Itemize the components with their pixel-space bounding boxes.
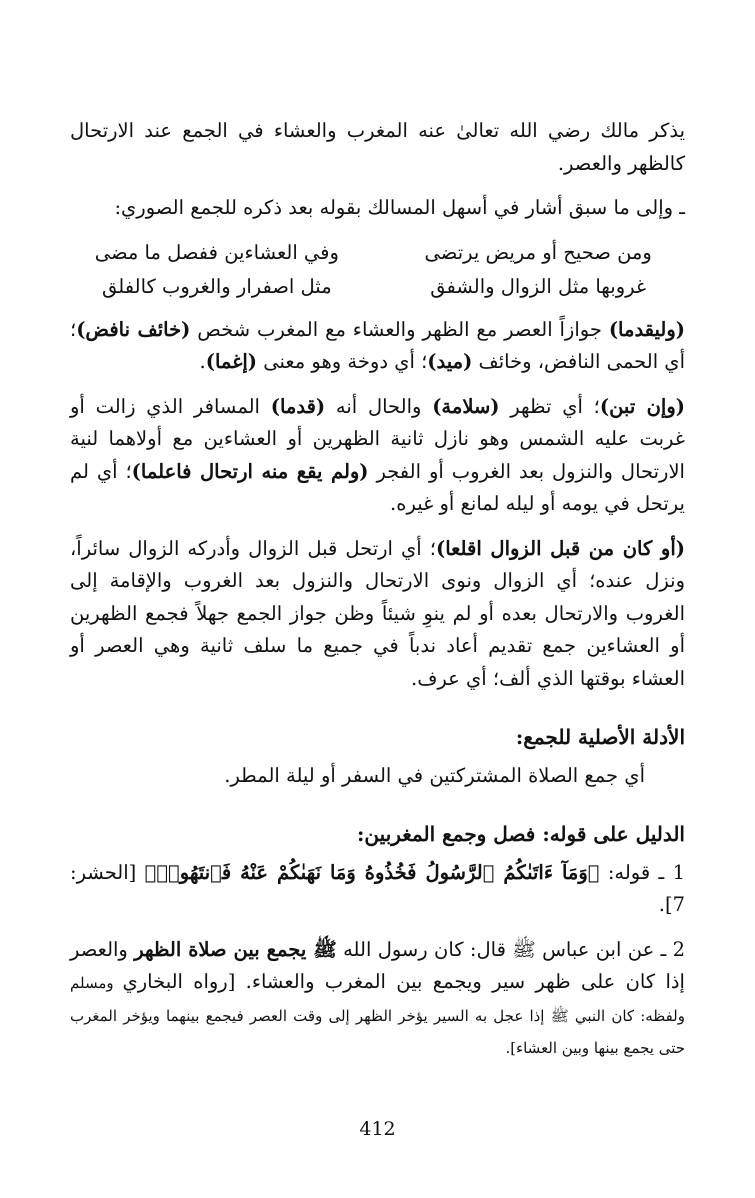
text-run: 2 ـ عن ابن عباس ﷺ قال: كان رسول الله [336, 937, 685, 961]
text-run: [الحشر: 7]. [70, 860, 685, 916]
paragraph-2: ـ وإلى ما سبق أشار في أسهل المسالك بقوله بعد ذكره للجمع الصوري: [114, 196, 685, 219]
verse-line-2 [70, 271, 685, 304]
bold-term: (ميد) [427, 350, 473, 373]
quran-verse: ﴿وَمَآ ءَاتَىٰكُمُ ٱلرَّسُولُ فَخُذُوهُ وَمَا نَهَىٰكُمْ عَنْهُ فَٱنتَهُوا۟﴾ [144, 860, 600, 884]
verse-line-2-first-hemistich: غروبها مثل الزوال والشفق [430, 275, 647, 298]
bold-term: (وليقدما) [608, 317, 686, 341]
text-run: ؛ أي لم يرتحل في يومه أو ليله لمانع أو غيره. [70, 459, 685, 515]
bold-term: (خائف نافض) [76, 317, 191, 341]
text-run: . [199, 350, 206, 373]
verse-line-1-first-hemistich: ومن صحيح أو مريض يرتضى [424, 240, 652, 264]
bold-term: (قدما) [270, 394, 326, 418]
bold-term: (ولم يقع منه ارتحال فاعلما) [131, 459, 369, 483]
text-run: المسافر الذي زالت أو غربت عليه الشمس وهو نازل ثانية الظهرين أو العشاءين مع أولاهما لنية الارتحال والنزول بعد الغروب أو الفجر [70, 394, 685, 483]
hadith-citation: ومسلم ولفظه: كان النبي ﷺ إذا عجل به السير يؤخر الظهر إلى وقت العصر فيجمع بينهما ويؤخر المغرب حتى يجمع بينها وبين العشاء]. [70, 974, 685, 1057]
text-run: 1 ـ قوله: [599, 860, 686, 884]
paragraph-4 [70, 391, 685, 521]
bold-term: (أو كان من قبل الزوال اقلعا) [435, 536, 685, 560]
bold-term: (سلامة) [432, 394, 500, 418]
text-run: ؛ أي دوخة وهو معنى [257, 350, 428, 373]
bold-term: ﷺ يجمع بين صلاة الظهر [134, 937, 337, 961]
text-run: ؛ أي الحمى النافض، وخائف [70, 317, 685, 373]
text-run: والحال أنه [325, 394, 433, 418]
verse-line-1 [70, 237, 685, 270]
paragraph-3 [70, 314, 685, 379]
page-body [70, 115, 685, 1076]
text-run: ؛ أي تظهر [499, 394, 600, 418]
verse-line-2-second-hemistich: مثل اصفرار والغروب كالفلق [102, 275, 332, 298]
evidence-item-2 [70, 934, 685, 1064]
paragraph-1: يذكر مالك رضي الله تعالىٰ عنه المغرب والعشاء في الجمع عند الارتحال كالظهر والعصر. [70, 119, 685, 175]
verse-line-1-second-hemistich: وفي العشاءين ففصل ما مضى [94, 240, 339, 264]
bold-term: (وإن تبن) [599, 394, 685, 418]
section-heading-proof: الدليل على قوله: فصل وجمع المغربين: [357, 822, 685, 846]
paragraph-6: أي جمع الصلاة المشتركتين في السفر أو ليلة المطر. [224, 763, 645, 787]
page-number: 412 [359, 1118, 396, 1140]
paragraph-5 [70, 533, 685, 696]
evidence-item-1 [70, 857, 685, 922]
text-run: والعصر إذا كان على ظهر سير ويجمع بين المغرب والعشاء. [رواه البخاري [70, 937, 685, 993]
bold-term: (إغما) [205, 350, 258, 373]
text-run: جوازاً العصر مع الظهر والعشاء مع المغرب شخص [190, 317, 609, 341]
text-run: ؛ أي ارتحل قبل الزوال وأدركه الزوال سائراً، ونزل عنده؛ أي الزوال ونوى الارتحال والنزول بعد الغروب والإقامة إلى الغروب والارتحال بعده أو لم ينوِ شيئاً وظن جواز الجمع جهلاً فجمع الظهرين أو العشاءين جمع تقديم أعاد ندباً في جميع ما سلف ثانية وهي العصر أو العشاء بوقتها الذي ألف؛ أي عرف. [70, 536, 685, 690]
section-heading-evidence: الأدلة الأصلية للجمع: [515, 725, 685, 749]
poem-verse [70, 237, 685, 304]
